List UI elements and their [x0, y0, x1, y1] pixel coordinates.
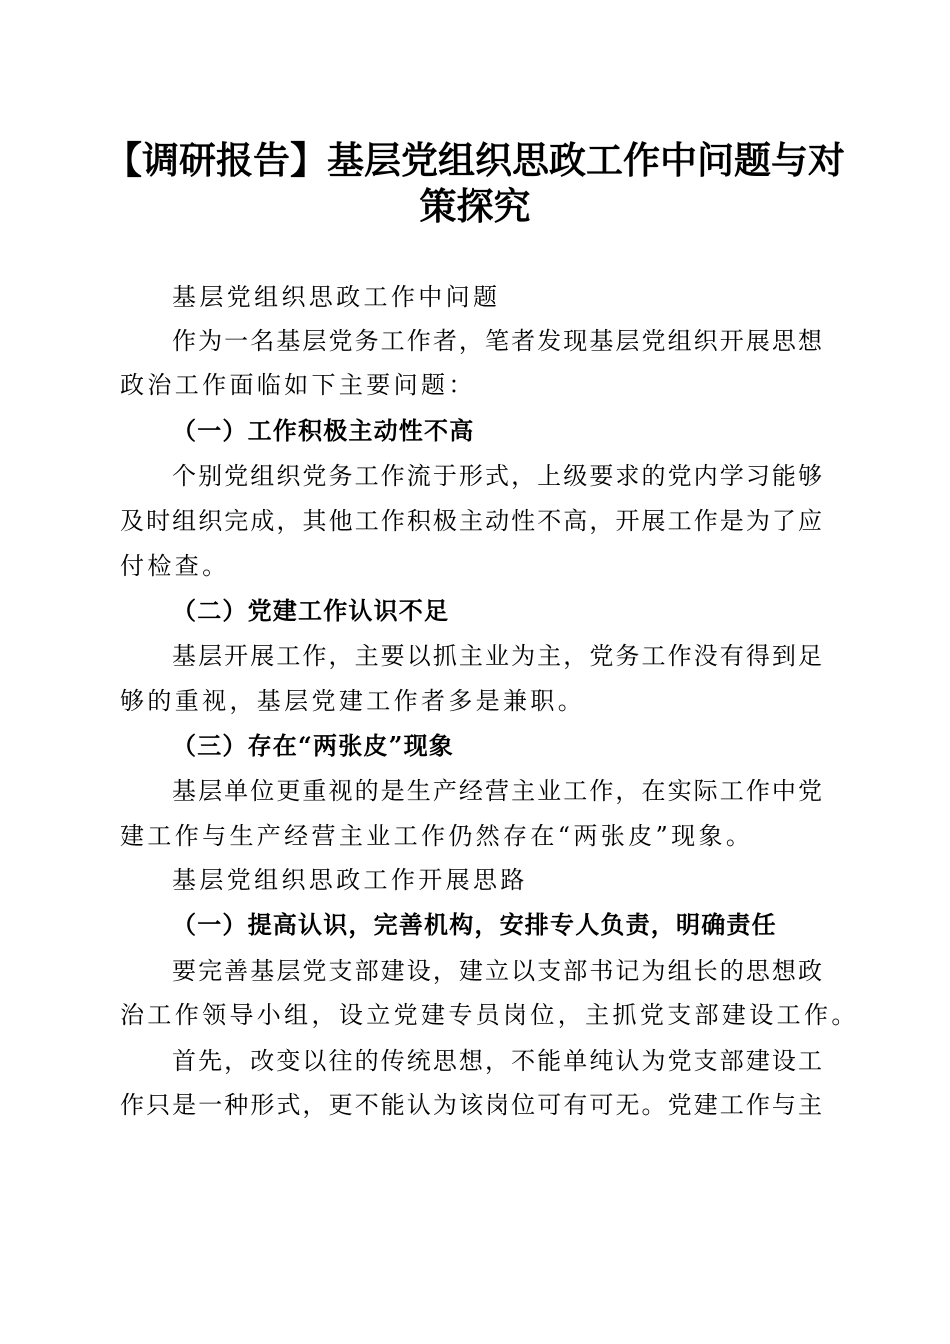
paragraph-line: 付检查。	[120, 552, 230, 580]
paragraph-line: 个别党组织党务工作流于形式，上级要求的党内学习能够	[172, 462, 822, 490]
paragraph-line: 作只是一种形式，更不能认为该岗位可有可无。党建工作与主	[120, 1091, 822, 1119]
paragraph-line: 政治工作面临如下主要问题：	[120, 371, 476, 399]
paragraph-line: 首先，改变以往的传统思想，不能单纯认为党支部建设工	[172, 1047, 822, 1075]
document-title-line-2: 策探究	[419, 185, 531, 228]
subheading-1: （一）工作积极主动性不高	[172, 416, 475, 445]
document-title-line-1: 【调研报告】基层党组织思政工作中问题与对	[105, 139, 845, 182]
subheading-3: （三）存在“两张皮”现象	[172, 731, 455, 760]
paragraph-line: 够的重视，基层党建工作者多是兼职。	[120, 687, 586, 715]
paragraph-line: 治工作领导小组，设立党建专员岗位，主抓党支部建设工作。	[120, 1001, 859, 1029]
subheading-2: （二）党建工作认识不足	[172, 596, 450, 625]
paragraph-line: 基层开展工作，主要以抓主业为主，党务工作没有得到足	[172, 642, 822, 670]
section-heading-problems: 基层党组织思政工作中问题	[172, 283, 501, 311]
paragraph-line: 要完善基层党支部建设，建立以支部书记为组长的思想政	[172, 957, 822, 985]
section-heading-approach: 基层党组织思政工作开展思路	[172, 866, 528, 894]
paragraph-line: 作为一名基层党务工作者，笔者发现基层党组织开展思想	[172, 327, 822, 355]
paragraph-line: 建工作与生产经营主业工作仍然存在“两张皮”现象。	[120, 822, 754, 850]
paragraph-line: 及时组织完成，其他工作积极主动性不高，开展工作是为了应	[120, 507, 822, 535]
paragraph-line: 基层单位更重视的是生产经营主业工作，在实际工作中党	[172, 777, 822, 805]
subheading-approach-1: （一）提高认识，完善机构，安排专人负责，明确责任	[172, 910, 777, 939]
